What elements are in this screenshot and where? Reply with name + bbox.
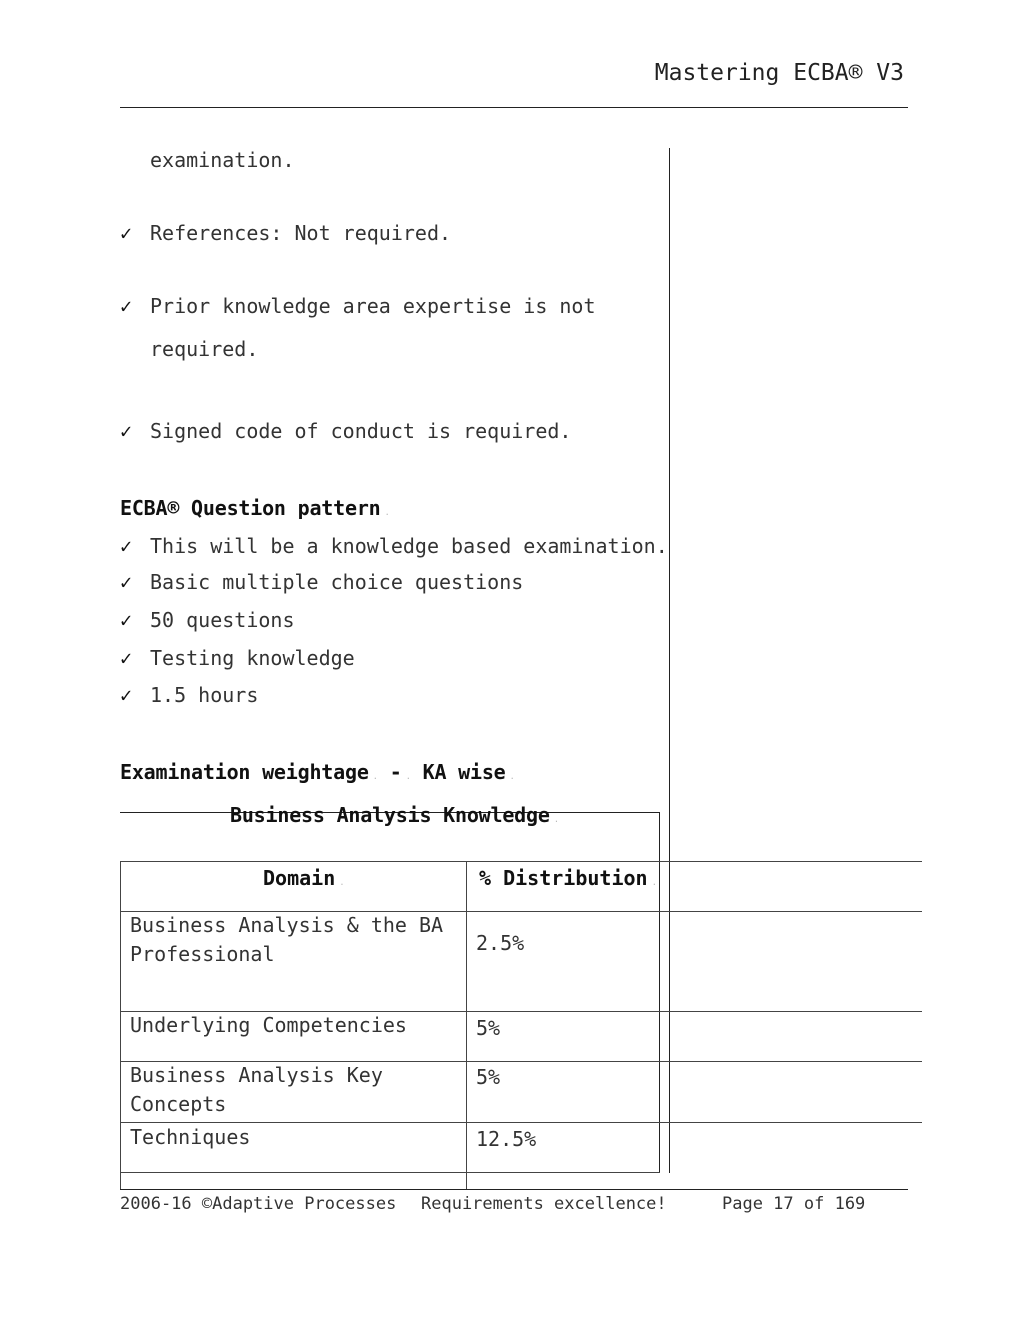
table-rule — [120, 1172, 660, 1173]
table-cell-distribution: 2.5% — [476, 931, 525, 955]
checkmark-icon: ✓ — [120, 534, 133, 558]
checkmark-icon: ✓ — [120, 294, 133, 318]
pattern-bullet: Testing knowledge — [150, 646, 355, 670]
bullet-code-of-conduct: Signed code of conduct is required. — [150, 419, 572, 443]
pattern-bullet: Basic multiple choice questions — [150, 570, 524, 594]
checkmark-icon: ✓ — [120, 570, 133, 594]
checkmark-icon: ✓ — [120, 683, 133, 707]
bullet-references: References: Not required. — [150, 221, 452, 245]
page-header-title: Mastering ECBA® V3 — [654, 60, 904, 86]
footer-divider — [120, 1189, 908, 1190]
table-column-divider — [466, 861, 467, 1189]
footer-tagline: Requirements excellence! — [421, 1194, 667, 1214]
pattern-bullet: This will be a knowledge based examination. — [150, 534, 668, 558]
question-pattern-heading: ECBA® Question pattern . — [120, 496, 390, 520]
weightage-heading: Examination weightage . - . KA wise . — [120, 760, 515, 784]
checkmark-icon: ✓ — [120, 221, 133, 245]
table-header-domain: Domain . — [263, 866, 345, 890]
table-header-distribution: % Distribution . — [479, 866, 657, 890]
footer-copyright: 2006-16 ©Adaptive Processes — [120, 1194, 397, 1214]
table-cell-domain: Underlying Competencies — [130, 1013, 407, 1037]
pattern-bullet: 1.5 hours — [150, 683, 259, 707]
pattern-bullet: 50 questions — [150, 608, 295, 632]
checkmark-icon: ✓ — [120, 419, 133, 443]
header-divider — [120, 107, 908, 108]
table-cell-distribution: 12.5% — [476, 1127, 537, 1151]
checkmark-icon: ✓ — [120, 608, 133, 632]
table-right-border — [659, 812, 660, 1172]
table-cell-distribution: 5% — [476, 1016, 501, 1040]
table-cell-domain: Business Analysis Key Concepts — [130, 1063, 383, 1116]
table-rule — [120, 861, 922, 862]
table-cell-domain: Business Analysis & the BA Professional — [130, 913, 444, 966]
table-cell-domain: Techniques — [130, 1125, 251, 1149]
table-cell-distribution: 5% — [476, 1065, 501, 1089]
table-left-border — [120, 861, 121, 1189]
footer-page-number: Page 17 of 169 — [722, 1194, 866, 1214]
checkmark-icon: ✓ — [120, 646, 133, 670]
table-caption: Business Analysis Knowledge . — [230, 803, 559, 827]
column-divider — [669, 148, 670, 1173]
bullet-prior-knowledge-line2: required. — [150, 337, 259, 361]
continued-text: examination. — [150, 148, 295, 172]
bullet-prior-knowledge-line1: Prior knowledge area expertise is not — [150, 294, 596, 318]
